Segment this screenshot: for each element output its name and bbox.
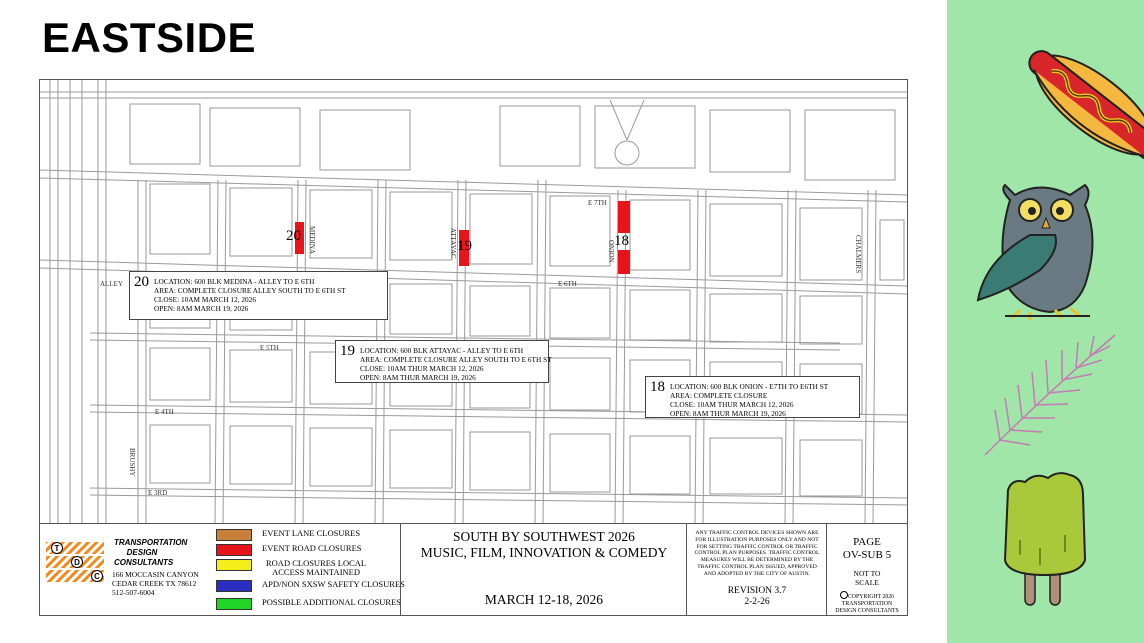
- street-label-onion: ONION: [607, 240, 615, 263]
- street-label-e7th: E 7TH: [588, 199, 607, 207]
- legend-label: EVENT LANE CLOSURES: [262, 528, 361, 538]
- feather-icon: [985, 335, 1115, 455]
- map-marker-19: 19: [457, 238, 472, 254]
- callout-location: LOCATION: 600 BLK MEDINA - ALLEY TO E 6TH: [154, 277, 315, 286]
- disclaimer-text: ANY TRAFFIC CONTROL DEVICES SHOWN ARE FOR ILLUSTRATION PURPOSES ONLY AND NOT FOR SETTING TRAFFIC CONTROL OR TRAFFIC CONTROL PLAN PURPOSES. TRAFFIC CONTROL MEASURES WILL BE DETERMINED BY THE TRAFFIC CONTROL PLAN ISSUED, APPROVED AND ADOPTED BY THE CITY OF AUSTIN.: [694, 530, 820, 577]
- company-name-line-3: CONSULTANTS: [114, 558, 174, 567]
- scale-note-line-2: SCALE: [855, 578, 879, 587]
- revision-date: 2-2-26: [744, 597, 770, 607]
- popsicle-icon: [1005, 473, 1085, 605]
- revision-number: REVISION 3.7: [727, 586, 787, 596]
- owl-icon: [978, 185, 1093, 320]
- logo-letter-t: T: [54, 544, 60, 553]
- sidebar-illustrations: [947, 0, 1144, 643]
- closure-callout-20: [129, 271, 388, 320]
- legend-label: POSSIBLE ADDITIONAL CLOSURES: [262, 597, 402, 607]
- company-name-line-1: TRANSPORTATION: [114, 538, 188, 547]
- map-panel: [39, 79, 908, 525]
- callout-location: LOCATION: 600 BLK ATTAYAC - ALLEY TO E 6TH: [360, 346, 524, 355]
- legend-label: APD/NON SXSW SAFETY CLOSURES: [262, 579, 405, 589]
- company-name-line-2: DESIGN: [126, 548, 158, 557]
- copyright-line-1: COPYRIGHT 2026: [847, 594, 895, 600]
- street-label-attayac: ATTAYAC: [449, 228, 457, 259]
- callout-location: LOCATION: 600 BLK ONION - E7TH TO E6TH ST: [670, 382, 829, 391]
- company-address-line-2: CEDAR CREEK TX 78612: [112, 579, 197, 588]
- legend-swatch: [216, 559, 252, 571]
- street-label-brushy: BRUSHY: [128, 448, 136, 477]
- legend-swatch: [216, 529, 252, 541]
- logo-letter-d: D: [74, 558, 80, 567]
- callout-open: OPEN: 8AM THUR MARCH 19, 2026: [360, 373, 476, 382]
- street-label-e4th: E 4TH: [155, 408, 174, 416]
- page-label: PAGE: [853, 536, 881, 548]
- event-title-line-2: MUSIC, FILM, INNOVATION & COMEDY: [420, 545, 668, 560]
- decorative-sidebar: [947, 0, 1144, 643]
- copyright-line-2: TRANSPORTATION: [841, 600, 893, 607]
- street-label-e5th: E 5TH: [260, 344, 279, 352]
- company-address-line-3: 512-507-6004: [112, 588, 155, 597]
- page-block: [826, 524, 907, 615]
- callout-open: OPEN: 8AM THUR MARCH 19, 2026: [670, 409, 786, 418]
- page-title: EASTSIDE: [42, 14, 257, 61]
- closure-callout-18: [645, 376, 860, 418]
- callout-area: AREA: COMPLETE CLOSURE ALLEY SOUTH TO E 6TH ST: [360, 355, 552, 364]
- street-label-e6th: E 6TH: [558, 280, 577, 288]
- page-id: OV-SUB 5: [842, 549, 892, 561]
- street-label-medina: MEDINA: [308, 226, 316, 254]
- callout-area: AREA: COMPLETE CLOSURE ALLEY SOUTH TO E 6TH ST: [154, 286, 346, 295]
- event-dates: MARCH 12-18, 2026: [484, 592, 604, 607]
- street-label-chalmers: CHALMERS: [854, 235, 862, 274]
- legend-swatch: [216, 544, 252, 556]
- event-title-block: [400, 524, 687, 615]
- event-title-line-1: SOUTH BY SOUTHWEST 2026: [453, 529, 635, 544]
- legend-label: EVENT ROAD CLOSURES: [262, 543, 362, 553]
- scale-note-line-1: NOT TO: [853, 569, 881, 578]
- map-marker-18: 18: [614, 233, 629, 249]
- callout-open: OPEN: 8AM MARCH 19, 2026: [154, 304, 249, 313]
- callout-close: CLOSE: 10AM THUR MARCH 12, 2026: [670, 400, 794, 409]
- title-block: [39, 523, 908, 616]
- legend-swatch: [216, 580, 252, 592]
- callout-close: CLOSE: 10AM MARCH 12, 2026: [154, 295, 256, 304]
- street-label-e3rd: E 3RD: [148, 489, 168, 497]
- logo-letter-c: C: [94, 572, 100, 581]
- closure-segment-18b: [618, 250, 630, 274]
- legend-label: ROAD CLOSURES LOCAL ACCESS MAINTAINED: [266, 558, 367, 577]
- callout-number: 19: [340, 343, 355, 359]
- street-label-alley: ALLEY: [100, 280, 123, 288]
- closure-callout-19: [335, 340, 552, 383]
- revision-block: [686, 524, 827, 615]
- closure-segment-18a: [618, 201, 630, 233]
- company-address-line-1: 166 MOCCASIN CANYON: [112, 570, 199, 579]
- map-marker-20: 20: [286, 228, 301, 244]
- tdc-logo-icon: [46, 540, 106, 584]
- callout-area: AREA: COMPLETE CLOSURE: [670, 391, 768, 400]
- legend-swatch: [216, 598, 252, 610]
- hot-dog-icon: [1015, 34, 1144, 177]
- company-block: [40, 524, 208, 615]
- callout-number: 20: [134, 274, 149, 290]
- callout-number: 18: [650, 379, 665, 395]
- callout-close: CLOSE: 10AM THUR MARCH 12, 2026: [360, 364, 484, 373]
- copyright-icon: [840, 591, 848, 599]
- copyright-line-3: DESIGN CONSULTANTS: [835, 607, 899, 614]
